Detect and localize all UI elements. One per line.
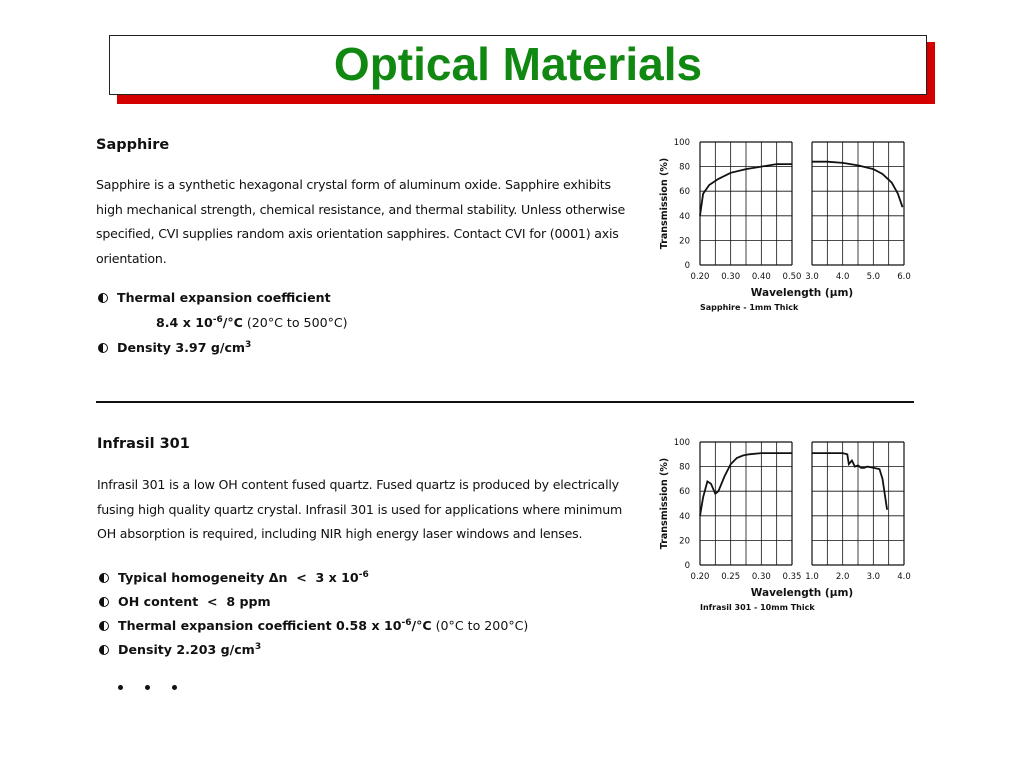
page-title: Optical Materials (333, 38, 703, 90)
thermal-label: Thermal expansion coefficient (117, 290, 331, 305)
y-axis-label: Transmission (%) (659, 457, 670, 550)
x-tick-label: 0.25 (721, 572, 741, 582)
section-divider (96, 401, 914, 403)
y-tick-label: 0 (684, 561, 690, 571)
thermal-value-range: (20°C to 500°C) (242, 315, 348, 331)
infrasil-line-2: fusing high quality quartz crystal. Infrasil 301 is used for applications where minimum (97, 501, 623, 517)
x-tick-label: 1.0 (805, 572, 819, 582)
x-tick-label: 0.20 (690, 572, 710, 582)
footer (96, 680, 914, 695)
half-circle-bullet-icon (99, 621, 109, 631)
delta-n: Δn (268, 570, 288, 586)
half-circle-bullet-icon (98, 293, 108, 303)
sapphire-transmission-chart (650, 130, 920, 325)
x-tick-label: 0.35 (782, 572, 802, 582)
x-tick-label: 0.30 (751, 572, 771, 582)
thermal-value-base: 8.4 x 10 (156, 315, 213, 331)
density-label: Density 3.97 g/cm (117, 340, 246, 356)
x-axis-label: Wavelength (μm) (750, 287, 854, 299)
chart-title: Sapphire - 1mm Thick (700, 303, 799, 312)
infrasil-line-3: OH absorption is required, including NIR high energy laser windows and lenses. (97, 526, 583, 541)
x-tick-label: 2.0 (835, 572, 850, 582)
x-tick-label: 0.40 (751, 272, 771, 282)
infrasil-line-1: Infrasil 301 is a low OH content fused quartz. Fused quartz is produced by electrically (97, 477, 619, 492)
half-circle-bullet-icon (99, 597, 109, 607)
x-tick-label: 4.0 (835, 272, 850, 282)
y-tick-label: 0 (684, 261, 690, 271)
half-circle-bullet-icon (99, 573, 109, 583)
bullet-dot-icon (145, 685, 150, 690)
thermal-range: (0°C to 200°C) (431, 618, 529, 634)
thermal-unit: /°C (411, 618, 432, 634)
density-exp: 3 (254, 642, 262, 652)
thermal-label: Thermal expansion coefficient 0.58 x 10 (118, 618, 402, 634)
y-tick-label: 60 (679, 187, 690, 198)
density-label: Density 2.203 g/cm (118, 642, 255, 658)
infrasil-transmission-chart (650, 430, 920, 625)
y-tick-label: 80 (679, 162, 690, 173)
sapphire-line-2: high mechanical strength, chemical resistance, and thermal stability. Unless otherwise (96, 201, 626, 217)
infrasil-bullet-thermal (99, 618, 528, 633)
infrasil-bullet-homogeneity (99, 570, 369, 585)
sapphire-bullet-thermal (98, 290, 331, 305)
x-tick-label: 0.50 (782, 272, 802, 282)
sapphire-paragraph (96, 173, 656, 271)
sapphire-line-3: specified, CVI supplies random axis orientation sapphires. Contact CVI for (0001) axis (96, 226, 619, 241)
infrasil-heading: Infrasil 301 (97, 436, 190, 452)
thermal-value-exp: -6 (212, 315, 223, 325)
y-tick-label: 80 (679, 462, 690, 473)
x-tick-label: 5.0 (866, 272, 881, 282)
y-tick-label: 100 (673, 438, 690, 448)
chart-title: Infrasil 301 - 10mm Thick (700, 603, 815, 612)
y-axis-label: Transmission (%) (659, 157, 670, 250)
bullet-dot-icon (118, 685, 123, 690)
x-tick-label: 3.0 (805, 272, 819, 282)
y-tick-label: 40 (679, 211, 690, 222)
y-tick-label: 20 (679, 536, 690, 547)
homogeneity-value: < 3 x 10 (287, 570, 359, 586)
x-tick-label: 3.0 (866, 572, 881, 582)
y-tick-label: 20 (679, 236, 690, 247)
homogeneity-label: Typical homogeneity (118, 570, 269, 586)
x-tick-label: 4.0 (897, 572, 911, 582)
half-circle-bullet-icon (99, 645, 109, 655)
x-tick-label: 0.30 (721, 272, 741, 282)
y-tick-label: 60 (679, 487, 690, 498)
density-exp: 3 (245, 340, 252, 350)
x-tick-label: 0.20 (690, 272, 710, 282)
sapphire-thermal-value (156, 315, 348, 330)
sapphire-line-4: orientation. (96, 250, 167, 266)
sapphire-heading: Sapphire (96, 137, 170, 153)
half-circle-bullet-icon (98, 343, 108, 353)
oh-content: OH content < 8 ppm (118, 594, 271, 609)
infrasil-bullet-density (99, 642, 261, 657)
sapphire-line-1: Sapphire is a synthetic hexagonal crystal form of aluminum oxide. Sapphire exhibits (96, 177, 611, 192)
bullet-dot-icon (172, 685, 177, 690)
y-tick-label: 100 (673, 138, 690, 148)
homogeneity-exp: -6 (358, 570, 369, 580)
infrasil-bullet-oh (99, 594, 271, 609)
title-box (109, 35, 927, 95)
y-tick-label: 40 (679, 511, 690, 522)
x-axis-label: Wavelength (μm) (750, 587, 854, 599)
series-line-ir-panel (812, 453, 887, 510)
thermal-value-unit: /°C (222, 315, 243, 331)
x-tick-label: 6.0 (897, 272, 911, 282)
infrasil-paragraph (97, 473, 657, 547)
sapphire-bullet-density (98, 340, 251, 355)
thermal-exp: -6 (401, 618, 412, 628)
